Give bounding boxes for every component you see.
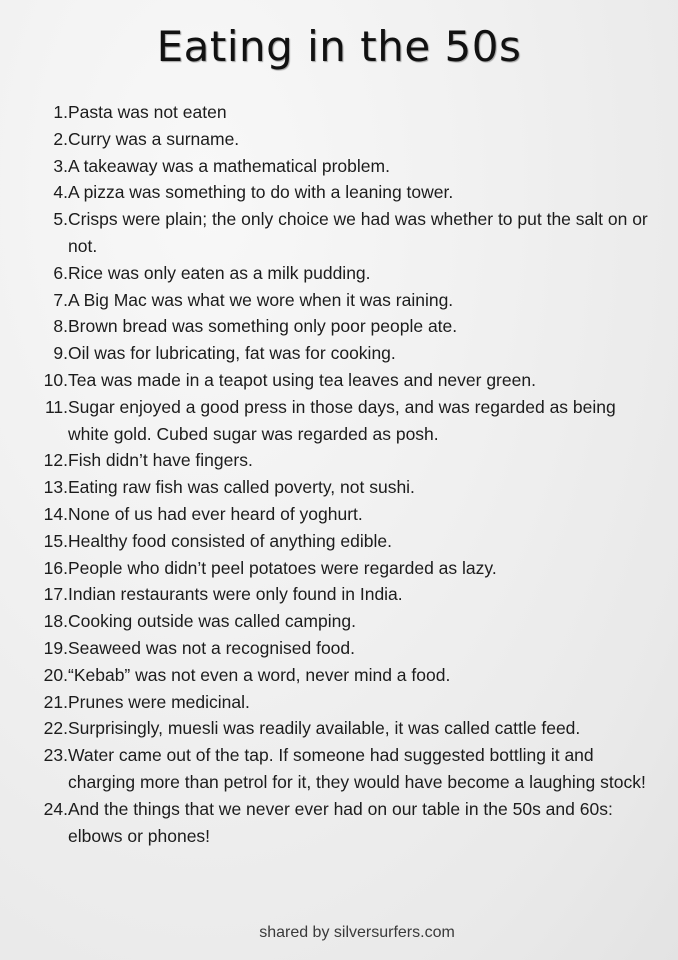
- list-item: [36, 206, 656, 260]
- list-item-text: Brown bread was something only poor people ate.: [68, 316, 458, 337]
- list-item-text: Rice was only eaten as a milk pudding.: [68, 262, 371, 283]
- list-item-number: 24.: [43, 798, 68, 819]
- list-item: [36, 474, 656, 501]
- list-item-text: Curry was a surname.: [68, 128, 240, 149]
- list-item-number: 23.: [43, 745, 68, 766]
- list-item-number: 14.: [43, 503, 68, 524]
- list-item-text: A Big Mac was what we wore when it was raining.: [68, 289, 454, 310]
- list-item: [36, 153, 656, 180]
- list-item-number: 2.: [53, 128, 68, 149]
- list-item: [36, 340, 656, 367]
- list-item: [36, 179, 656, 206]
- list-item-text: Fish didn’t have fingers.: [68, 450, 253, 471]
- list-item: [36, 715, 656, 742]
- list-item: [36, 555, 656, 582]
- list-item: [36, 662, 656, 689]
- list-item-number: 20.: [43, 664, 68, 685]
- list-item-number: 10.: [43, 369, 68, 390]
- list-item-number: 13.: [43, 477, 68, 498]
- list-item-text: Sugar enjoyed a good press in those days, and was regarded as being white gold. Cubed sugar was regarded as posh.: [68, 396, 616, 444]
- list-item: [36, 581, 656, 608]
- list-item-text: A pizza was something to do with a leaning tower.: [68, 182, 454, 203]
- list-item-text: Healthy food consisted of anything edible.: [68, 530, 392, 551]
- list-item-text: Indian restaurants were only found in India.: [68, 584, 403, 605]
- list-item-number: 21.: [43, 691, 68, 712]
- list-item-number: 22.: [43, 718, 68, 739]
- list-item-text: “Kebab” was not even a word, never mind a food.: [68, 664, 451, 685]
- list-item: [36, 528, 656, 555]
- list-item-number: 17.: [43, 584, 68, 605]
- list-item-text: Seaweed was not a recognised food.: [68, 637, 355, 658]
- list-item-text: Pasta was not eaten: [68, 102, 227, 122]
- list-item-number: 9.: [53, 343, 68, 364]
- list-item-number: 6.: [53, 262, 68, 283]
- list-item-text: None of us had ever heard of yoghurt.: [68, 503, 363, 524]
- list-item-number: 3.: [53, 155, 68, 176]
- list-item: [36, 501, 656, 528]
- list-item-number: 19.: [43, 637, 68, 658]
- list-item-number: 12.: [43, 450, 68, 471]
- list-item-text: Tea was made in a teapot using tea leaves and never green.: [68, 369, 536, 390]
- list-item: [36, 313, 656, 340]
- list-item-text: People who didn’t peel potatoes were regarded as lazy.: [68, 557, 497, 578]
- page-title: Eating in the 50s: [156, 22, 522, 71]
- list-item-text: Prunes were medicinal.: [68, 691, 250, 712]
- list-item: [36, 260, 656, 287]
- list-item-text: Cooking outside was called camping.: [68, 611, 356, 632]
- list-item: [36, 287, 656, 314]
- list-item-number: 8.: [53, 316, 68, 337]
- numbered-list: [36, 99, 656, 849]
- list-item-text: Surprisingly, muesli was readily available, it was called cattle feed.: [68, 718, 581, 739]
- list-item-text: Crisps were plain; the only choice we had was whether to put the salt on or not.: [68, 209, 648, 256]
- list-item: [36, 394, 656, 448]
- list-item: [36, 608, 656, 635]
- list-item-number: 11.: [44, 396, 68, 417]
- list-item: [36, 796, 656, 850]
- list-item: [36, 367, 656, 394]
- footer-credit: shared by silversurfers.com: [259, 924, 455, 941]
- list-item-text: Oil was for lubricating, fat was for cooking.: [68, 343, 396, 364]
- list-item-number: 18.: [43, 611, 68, 632]
- list-item: [36, 126, 656, 153]
- list-item-number: 7.: [53, 289, 68, 310]
- list-item-number: 16.: [43, 557, 68, 578]
- list-item: [36, 742, 656, 796]
- list-item-number: 5.: [53, 209, 68, 230]
- list-item-number: 4.: [53, 182, 68, 203]
- list-item: [36, 99, 656, 126]
- list-item-text: Water came out of the tap. If someone had suggested bottling it and charging more than petrol for it, they would have become a laughing stock!: [68, 745, 646, 792]
- list-item-text: And the things that we never ever had on our table in the 50s and 60s: elbows or phones!: [68, 798, 613, 846]
- list-item-text: Eating raw fish was called poverty, not sushi.: [68, 477, 415, 498]
- list-item-number: 1.: [53, 102, 68, 122]
- list-item: [36, 689, 656, 716]
- list-item: [36, 447, 656, 474]
- list-item-text: A takeaway was a mathematical problem.: [68, 155, 390, 176]
- list-item: [36, 635, 656, 662]
- list-item-number: 15.: [43, 530, 68, 551]
